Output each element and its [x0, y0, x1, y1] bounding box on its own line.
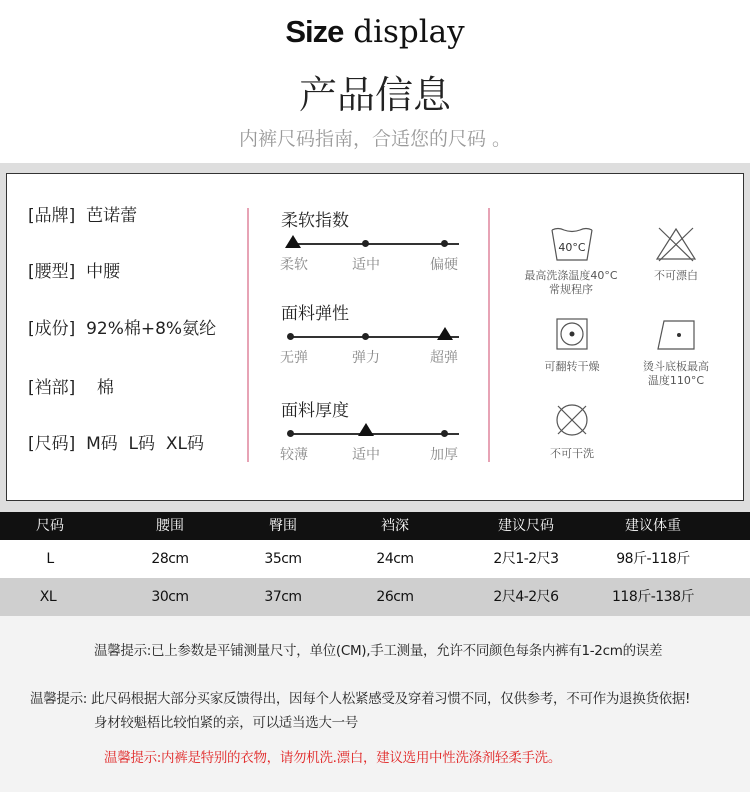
softness-label-low: 柔软	[280, 257, 308, 273]
tumble-dry-label: 可翻转干燥	[544, 360, 600, 373]
attribute-waist-type: [腰型] 中腰	[28, 262, 121, 282]
softness-dot-end	[441, 240, 448, 247]
measure-note: 温馨提示:已上参数是平铺测量尺寸，单位(CM),手工测量，允许不同颜色每条内裤有1-2cm的误差	[94, 643, 663, 659]
header-waist: 腰围	[156, 518, 184, 534]
divider-right	[488, 208, 490, 462]
thickness-marker	[358, 423, 374, 436]
header-hip: 臀围	[269, 518, 297, 534]
thickness-scale-line	[289, 433, 459, 435]
cell-suggested-weight: 118斤-138斤	[612, 589, 694, 605]
attribute-material: [成份] 92%棉+8%氨纶	[28, 319, 217, 339]
cell-hip: 35cm	[264, 551, 302, 567]
fit-note-line1: 温馨提示: 此尺码根据大部分买家反馈得出，因每个人松紧感受及穿着习惯不同，仅供参考，不可作为退换货依据!	[30, 691, 691, 707]
header-section	[0, 0, 750, 163]
fit-note-line2: 身材较魁梧比较怕紧的亲，可以适当选大一号	[94, 715, 358, 731]
thickness-dot-end	[441, 430, 448, 437]
thickness-label-high: 加厚	[430, 447, 458, 463]
elasticity-dot-mid	[362, 333, 369, 340]
softness-label-mid: 适中	[352, 257, 380, 273]
softness-scale-line	[289, 243, 459, 245]
header-size: 尺码	[36, 518, 64, 534]
no-bleach-icon	[654, 226, 698, 262]
cell-rise: 26cm	[376, 589, 414, 605]
cell-hip: 37cm	[264, 589, 302, 605]
wash-warning: 温馨提示:内裤是特别的衣物，请勿机洗.漂白，建议选用中性洗涤剂轻柔手洗。	[104, 750, 562, 766]
thickness-label-low: 较薄	[280, 447, 308, 463]
iron-110-label: 烫斗底板最高 温度110°C	[643, 360, 709, 387]
wash-40-label: 最高洗涤温度40°C 常规程序	[524, 269, 618, 296]
thickness-dot-start	[287, 430, 294, 437]
elasticity-label-mid: 弹力	[352, 350, 380, 366]
cell-size: XL	[39, 589, 57, 605]
thickness-title: 面料厚度	[281, 401, 349, 421]
svg-text:40°C: 40°C	[558, 241, 586, 254]
softness-title: 柔软指数	[281, 211, 349, 231]
elasticity-label-low: 无弹	[280, 350, 308, 366]
attribute-sizes: [尺码] M码 L码 XL码	[28, 434, 204, 454]
thickness-label-mid: 适中	[352, 447, 380, 463]
tumble-dry-icon	[556, 318, 588, 350]
elasticity-title: 面料弹性	[281, 304, 349, 324]
header-suggested-weight: 建议体重	[625, 518, 681, 534]
elasticity-scale-line	[289, 336, 459, 338]
attribute-crotch: [裆部] 棉	[28, 378, 114, 398]
header-suggested-size: 建议尺码	[498, 518, 554, 534]
cell-waist: 28cm	[151, 551, 189, 567]
cell-suggested-weight: 98斤-118斤	[616, 551, 690, 567]
attribute-brand: [品牌] 芭诺蕾	[28, 206, 138, 226]
no-dry-clean-icon	[554, 402, 590, 438]
page-title-en: Size display	[285, 14, 465, 50]
elasticity-label-high: 超弹	[430, 350, 458, 366]
no-bleach-label: 不可漂白	[654, 269, 698, 282]
divider-left	[247, 208, 249, 462]
elasticity-dot-start	[287, 333, 294, 340]
cell-suggested-size: 2尺1-2尺3	[493, 551, 559, 567]
cell-rise: 24cm	[376, 551, 414, 567]
cell-waist: 30cm	[151, 589, 189, 605]
softness-dot-mid	[362, 240, 369, 247]
wash-40-icon	[550, 226, 594, 262]
iron-110-icon	[652, 318, 698, 352]
no-dry-clean-label: 不可干洗	[550, 447, 594, 460]
cell-size: L	[46, 551, 54, 567]
softness-marker	[285, 235, 301, 248]
page-subtitle: 内裤尺码指南，合适您的尺码 。	[238, 128, 512, 150]
softness-label-high: 偏硬	[430, 257, 458, 273]
page-title-cn: 产品信息	[298, 73, 451, 117]
cell-suggested-size: 2尺4-2尺6	[493, 589, 559, 605]
elasticity-marker	[437, 327, 453, 340]
header-rise: 裆深	[381, 518, 409, 534]
